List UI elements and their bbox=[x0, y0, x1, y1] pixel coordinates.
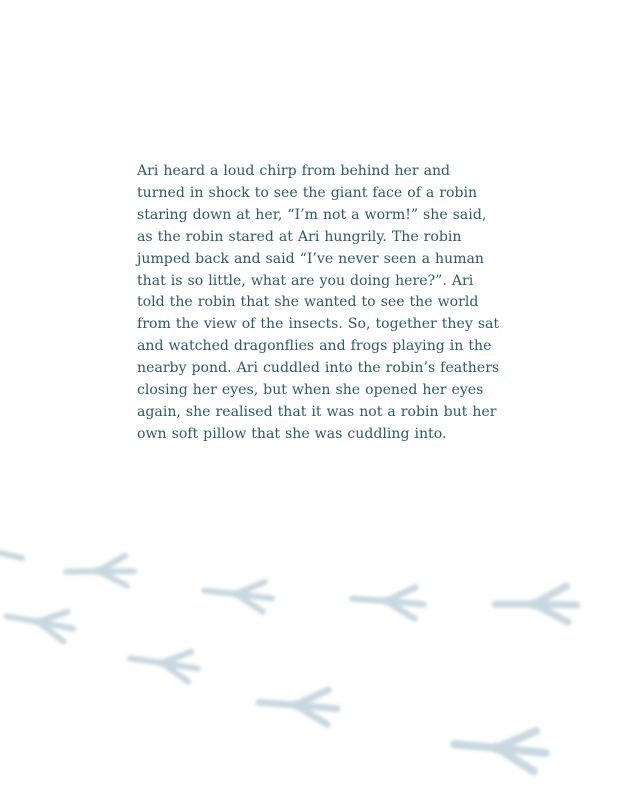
bird-footprint-icon bbox=[453, 727, 547, 772]
footprint-trail bbox=[0, 552, 577, 772]
story-line: nearby pond. Ari cuddled into the robin’s feathers bbox=[137, 360, 500, 377]
bird-footprint-icon bbox=[495, 586, 578, 625]
story-line: closing her eyes, but when she opened her eyes bbox=[137, 382, 484, 399]
story-paragraph bbox=[137, 161, 500, 446]
story-line: that is so little, what are you doing here?”. Ari bbox=[137, 272, 474, 289]
story-line: from the view of the insects. So, together they sat bbox=[137, 316, 500, 333]
story-line: turned in shock to see the giant face of a robin bbox=[137, 184, 478, 201]
bird-footprint-icon bbox=[258, 688, 337, 725]
bird-footprint-icon bbox=[352, 585, 424, 619]
story-line: and watched dragonflies and frogs playing in the bbox=[137, 338, 492, 355]
bird-footprint-icon bbox=[129, 646, 200, 683]
story-line: jumped back and said “I’ve never seen a human bbox=[137, 250, 484, 267]
story-line: as the robin stared at Ari hungrily. The robin bbox=[137, 228, 462, 245]
story-line: staring down at her, “I’m not a worm!” she said, bbox=[137, 206, 487, 223]
story-line: Ari heard a loud chirp from behind her and bbox=[137, 163, 451, 179]
bird-footprint-icon bbox=[203, 578, 273, 613]
bird-footprints-decoration bbox=[0, 530, 619, 800]
story-line: own soft pillow that she was cuddling into. bbox=[137, 425, 447, 442]
bird-footprint-icon bbox=[65, 555, 134, 589]
story-line: told the robin that she wanted to see the world bbox=[137, 294, 479, 311]
bird-footprint-icon bbox=[4, 603, 76, 642]
bird-footprint-icon bbox=[0, 552, 22, 558]
story-line: again, she realised that it was not a robin but her bbox=[137, 403, 497, 420]
